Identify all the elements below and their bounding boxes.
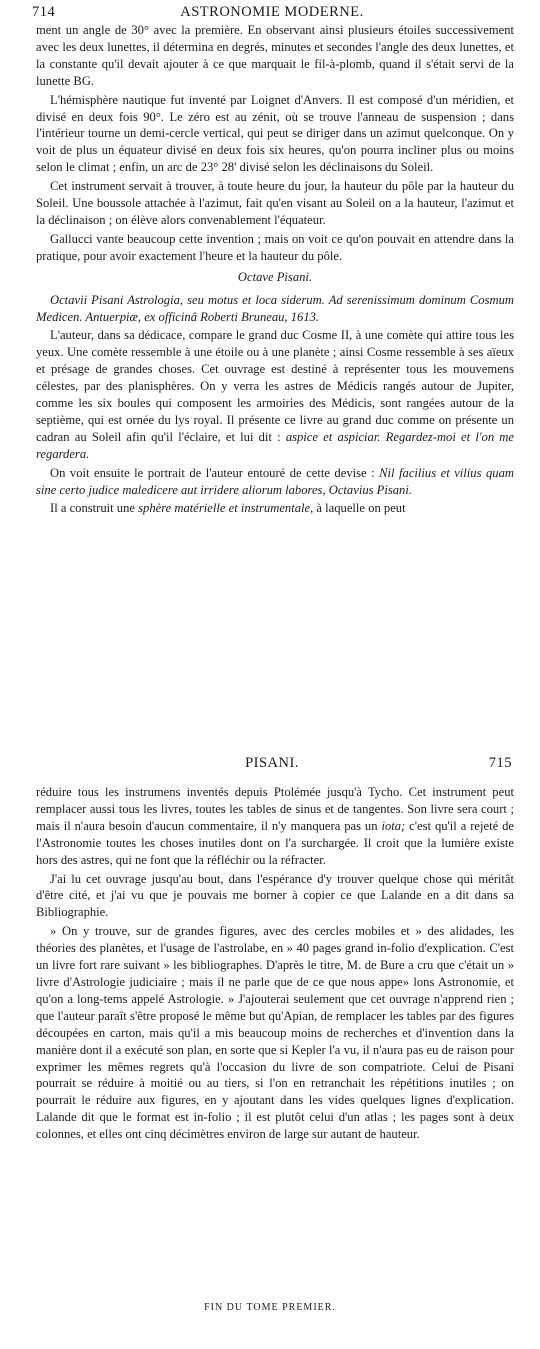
running-head: PISANI. <box>245 755 299 771</box>
paragraph-text: réduire tous les instrumens inventés depuis Ptolémée jusqu'à Tycho. Cet instrument peut remplacer aussi tous les livres, toutes les tables de sinus et de tangentes. Son livre sera court ; mais il n'aura besoin d'aucun commentaire, il n'y manquera pas un <box>36 785 514 833</box>
paragraph-italic: sphère matérielle et instrumentale <box>138 501 311 516</box>
paragraph-text: Il a construit une <box>50 501 139 516</box>
citation-text: Octavii Pisani Astrologia, seu motus et loca siderum. Ad serenissimum dominum Cosmum Medicen. Antuerpiæ, ex officinâ Roberti Bruneau, 1613. <box>36 292 514 324</box>
paragraph: J'ai lu cet ouvrage jusqu'au bout, dans l'espérance d'y trouver quelque chose qui méritât d'être cité, et j'ai vu que je pouvais me borner à copier ce que Lalande en a dit dans sa Bibliographie. <box>36 871 514 920</box>
paragraph: Cet instrument servait à trouver, à toute heure du jour, la hauteur du pôle par la hauteur du Soleil. Une boussole attachée à l'azimut, fait qu'en visant au Soleil on a la hauteur, l'azimut et la déclinaison ; on élève alors convenablement l'équateur. <box>36 179 514 227</box>
paragraph <box>36 327 514 462</box>
page-header <box>32 755 512 779</box>
paragraph-text: L'auteur, dans sa dédicace, compare le grand duc Cosme II, à une comète qui attire tous les yeux. Une comète ressemble à une étoile ou à une planète ; ainsi Cosme ressemble à ses aïeux et présage de grandes choses. Cet ouvrage est destiné à représenter tous les mouvemens célestes, par des planisphères. On y verra les astres de Médicis rangés autour de Jupiter, comme les six boules qui composent les armoiries des Médicis, sont rangées autour de la septième, qui est ornée du lys royal. Il présente ce livre au grand duc comme on présente un cadran au Soleil afin qu'il l'éclaire, et lui dit : <box>36 328 514 444</box>
end-note: FIN DU TOME PREMIER. <box>204 1302 336 1313</box>
paragraph-text: , à laquelle on peut <box>310 501 406 516</box>
paragraph-italic: iota; <box>381 818 406 833</box>
page-body <box>36 22 514 519</box>
paragraph-italic: aspice et aspiciar. Regardez-moi et l'on me regardera. <box>36 429 514 461</box>
paragraph: ment un angle de 30° avec la première. En observant ainsi plusieurs étoiles successivement avec les deux lunettes, il détermina en degrés, minutes et secondes l'angle des deux lunettes, et la constante qu'il devait ajouter à ce que marquait le fil-à-plomb, quand il s'était servi de la lunette BG. <box>36 23 514 88</box>
citation <box>36 292 514 326</box>
paragraph: L'hémisphère nautique fut inventé par Loignet d'Anvers. Il est composé d'un méridien, et divisé en deux fois 90°. Le zéro est au zénit, où se trouve l'anneau de suspension ; dans l'intérieur tourne un demi-cercle vertical, qui peut se diriger dans un azimut quelconque. On y voit de plus un équateur divisé en deux fois six heures, qu'on pourra incliner plus ou moins selon le climat ; enfin, un arc de 23° 28' divisé selon les déclinaisons du Soleil. <box>36 92 514 175</box>
section-title: Octave Pisani. <box>237 269 313 284</box>
paragraph <box>36 465 514 499</box>
paragraph: » On y trouve, sur de grandes figures, avec des cercles mobiles et » des alidades, les théories des planètes, et l'usage de l'astrolabe, en » 40 pages grand in-folio d'explication. C'est un livre fort rare suivant » les bibliographes. D'après le titre, M. de Bure a cru que c'était un » livre d'Astrologie judiciaire ; mais il ne parle que de ce que nous appe» lons Astronomie, et qu'on a long-tems appelé Astrologie. » J'ajouterai seulement que cet ouvrage n'apprend rien ; que l'auteur paraît s'être proposé le même but qu'Apian, de remplacer les tables par des figures découpées en carton, mais qu'il a mis beaucoup moins de recherches et d'invention dans la manière dont il a exécuté son plan, en sorte que si Kepler l'a vu, il n'aura pas eu de raison pour exprimer les mêmes regrets qu'à l'occasion du livre de son compatriote. Celui de Pisani pourrait se réduire à moitié ou au tiers, si l'on en retranchait les répétitions inutiles ; on pourrait le réduire aux figures, en y ajoutant dans les vides quelques lignes d'explication. Lalande dit que le format est in-folio ; il est plutôt celui d'un atlas ; les pages sont à deux colonnes, et elles ont cinq décimètres environ de large sur autant de hauteur. <box>36 924 514 1142</box>
paragraph <box>36 500 514 517</box>
paragraph-text: c'est qu'il a rejeté de l'Astronomie toutes les choses inutiles dont on l'a surchargée. Il croit que la lumière existe hors des astres, qui ne font que la réfléchir ou la réfracter. <box>36 818 515 867</box>
paragraph <box>36 784 514 869</box>
page-body <box>36 784 514 1145</box>
motto: Nil facilius et vilius quam sine certo judice maledicere aut irridere aliorum labores, Octavius Pisani. <box>36 465 514 497</box>
page-number: 714 <box>32 4 56 20</box>
page-number: 715 <box>488 755 512 771</box>
page-715 <box>0 755 540 1349</box>
running-head: ASTRONOMIE MODERNE. <box>180 4 364 20</box>
paragraph-text: On voit ensuite le portrait de l'auteur entouré de cette devise : <box>50 465 380 480</box>
paragraph: Gallucci vante beaucoup cette invention ; mais on voit ce qu'on pouvait en attendre dans la pratique, pour avoir exactement l'heure et la hauteur du pôle. <box>36 231 514 263</box>
